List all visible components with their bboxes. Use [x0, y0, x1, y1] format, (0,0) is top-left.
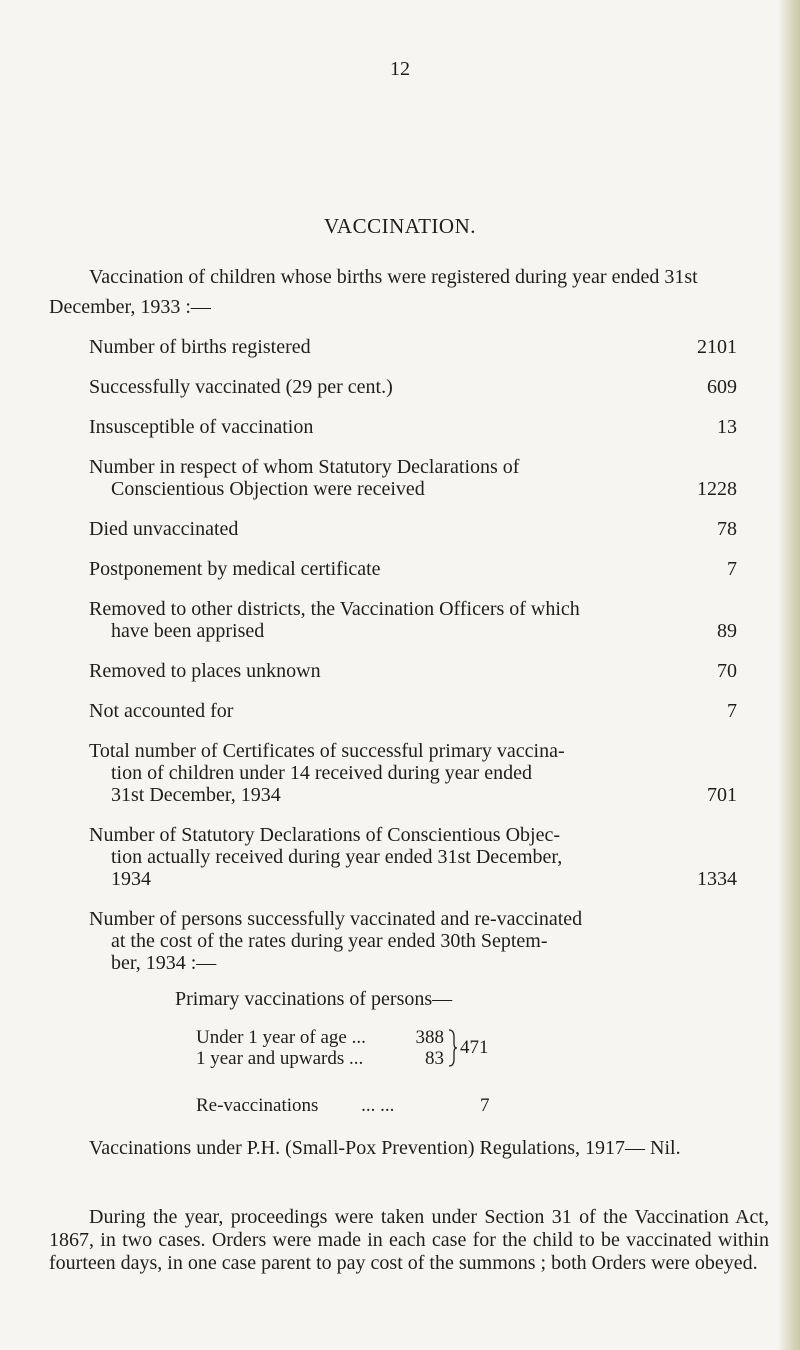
stat-row	[89, 908, 737, 974]
stat-value: 2101	[697, 336, 737, 358]
primary-vaccinations-heading: Primary vaccinations of persons—	[175, 988, 453, 1010]
stat-row	[89, 740, 737, 806]
primary-total: 471	[460, 1037, 489, 1058]
primary-row-label: Under 1 year of age ...	[196, 1027, 366, 1048]
proceedings-paragraph: During the year, proceedings were taken under Section 31 of the Vaccination Act, 1867, in two cases. Orders were made in each case for the child to be vaccinated within fourteen days, in one case parent to pay cost of the summons ; both Orders were obeyed.	[49, 1206, 769, 1274]
stat-label: Died unvaccinated	[89, 518, 239, 540]
revaccinations-label: Re-vaccinations ... ...	[196, 1095, 395, 1116]
stat-row	[89, 376, 737, 398]
regulations-paragraph: Vaccinations under P.H. (Small-Pox Prevention) Regulations, 1917— Nil.	[89, 1137, 681, 1159]
primary-row-1-and-up	[196, 1048, 444, 1069]
stat-row	[89, 518, 737, 540]
primary-vaccinations-table	[196, 1027, 489, 1069]
stat-value: 70	[717, 660, 737, 682]
primary-row-under-1	[196, 1027, 444, 1048]
primary-row-value: 83	[425, 1048, 444, 1069]
page-number: 12	[390, 58, 410, 80]
stat-row	[89, 598, 737, 642]
stat-label: Insusceptible of vaccination	[89, 416, 314, 438]
stat-row	[89, 700, 737, 722]
stat-label: Number in respect of whom Statutory Declarations of Conscientious Objection were received	[89, 456, 520, 500]
stat-label: Not accounted for	[89, 700, 234, 722]
primary-row-label: 1 year and upwards ...	[196, 1048, 364, 1069]
stat-value: 1228	[697, 478, 737, 500]
right-brace	[448, 1029, 458, 1067]
stat-row	[89, 824, 737, 890]
stat-label: Number of persons successfully vaccinated and re-vaccinated at the cost of the rates during year ended 30th Septem- ber, 1934 :—	[89, 908, 583, 974]
stat-label: Removed to places unknown	[89, 660, 321, 682]
stat-value: 609	[707, 376, 737, 398]
stat-value: 701	[707, 784, 737, 806]
stat-value: 7	[727, 700, 737, 722]
stat-row	[89, 558, 737, 580]
primary-row-value: 388	[415, 1027, 444, 1048]
stat-value: 13	[717, 416, 737, 438]
stat-value: 89	[717, 620, 737, 642]
stat-value: 7	[727, 558, 737, 580]
stat-label: Number of births registered	[89, 336, 311, 358]
stat-row	[89, 336, 737, 358]
stat-label: Removed to other districts, the Vaccination Officers of which have been apprised	[89, 598, 580, 642]
stat-value: 1334	[697, 868, 737, 890]
page-edge-shadow	[778, 0, 800, 1350]
stat-row	[89, 416, 737, 438]
intro-paragraph: Vaccination of children whose births were registered during year ended 31st December, 1933 :—	[49, 266, 698, 318]
vaccination-statistics	[89, 336, 737, 992]
stat-label: Total number of Certificates of successful primary vaccina- tion of children under 14 received during year ended 31st December, 1934	[89, 740, 565, 806]
stat-label: Number of Statutory Declarations of Conscientious Objec- tion actually received during year ended 31st December, 1934	[89, 824, 563, 890]
revaccinations-row	[196, 1095, 596, 1117]
section-title: VACCINATION.	[323, 214, 477, 238]
revaccinations-value: 7	[480, 1095, 490, 1116]
stat-label: Postponement by medical certificate	[89, 558, 381, 580]
stat-value: 78	[717, 518, 737, 540]
stat-label: Successfully vaccinated (29 per cent.)	[89, 376, 393, 398]
stat-row	[89, 456, 737, 500]
stat-row	[89, 660, 737, 682]
